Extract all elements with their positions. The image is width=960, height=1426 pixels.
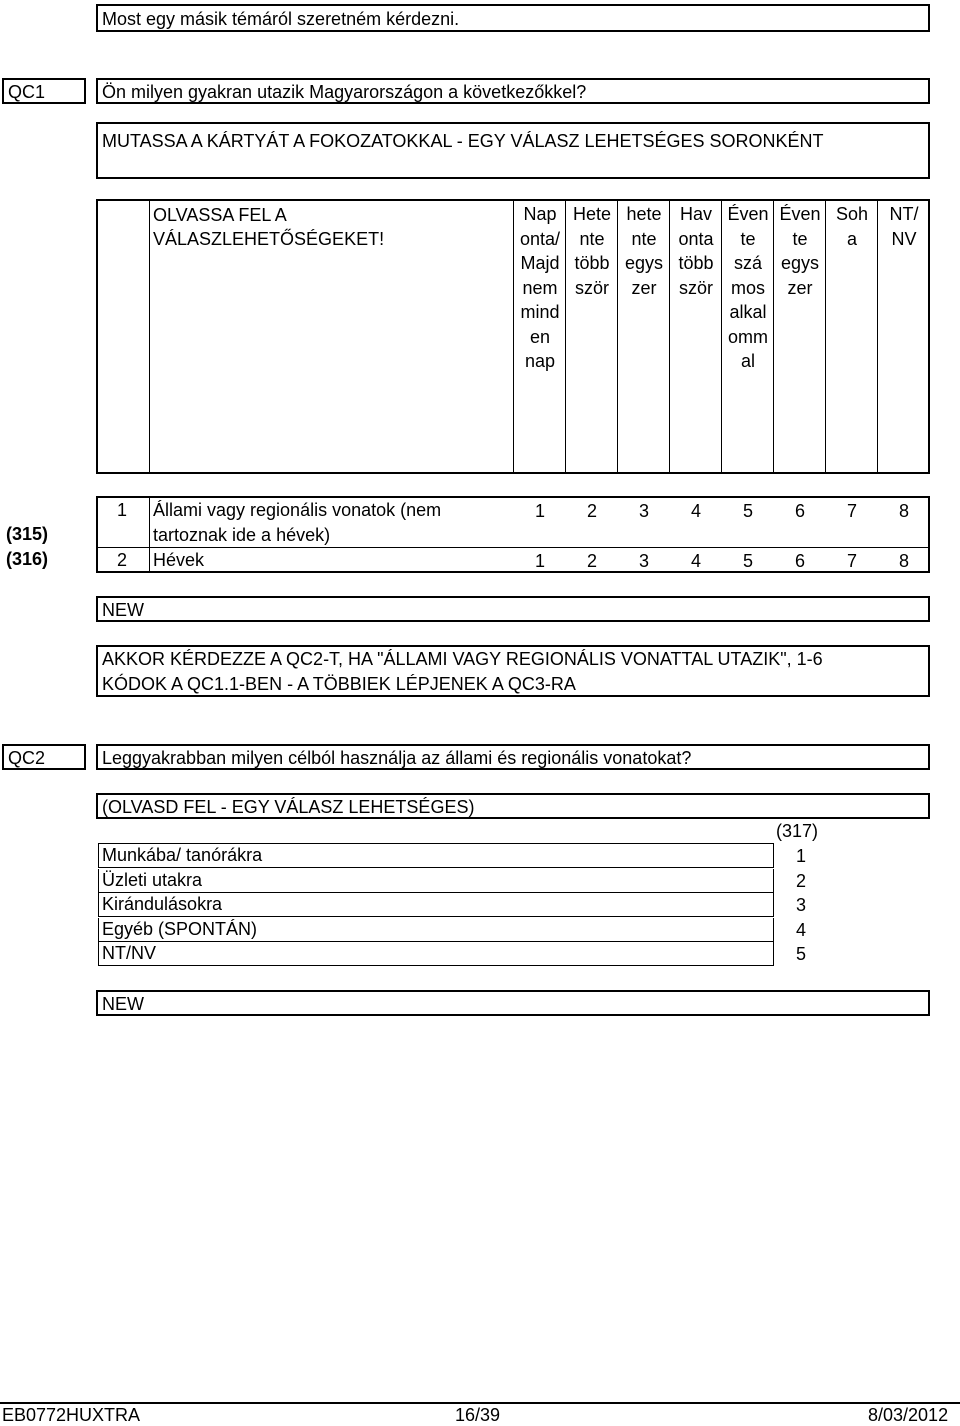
column-header-line: alkal [729, 302, 767, 322]
answer-code[interactable]: 7 [846, 551, 857, 571]
answer-code[interactable]: 5 [742, 551, 753, 571]
column-header-line: Éven [779, 204, 821, 224]
answer-code[interactable]: 2 [586, 501, 597, 521]
option-label: Üzleti utakra [102, 869, 203, 890]
qc2-question: Leggyakrabban milyen célból használja az állami és regionális vonatokat? [102, 748, 692, 768]
column-header-8 [878, 202, 930, 251]
column-header-line: onta [678, 228, 714, 249]
column-header-line: hete [626, 204, 662, 224]
column-header-line: Soh [835, 204, 869, 224]
read-out-instruction-line2: VÁLASZLEHETŐSÉGEKET! [153, 229, 385, 249]
new-label: NEW [102, 600, 144, 620]
answer-code[interactable]: 2 [586, 551, 597, 571]
column-header-line: ször [678, 277, 713, 298]
qc2-code: QC2 [8, 748, 46, 768]
footer-doc-id: EB0772HUXTRA [2, 1405, 141, 1425]
column-header-line: szá [733, 253, 762, 273]
column-header-line: NT/ [889, 204, 919, 224]
column-header-line: nte [631, 228, 657, 249]
row-1-number: 1 [117, 500, 128, 520]
qc1-question-box [96, 78, 930, 104]
column-header-line: mind [520, 302, 560, 322]
column-header-line: onta/ [519, 228, 561, 249]
option-code[interactable]: 5 [795, 944, 806, 964]
read-out-instruction-line1: OLVASSA FEL A [153, 205, 287, 225]
qc1-question: Ön milyen gyakran utazik Magyarországon a következőkkel? [102, 82, 587, 102]
column-header-1 [514, 202, 566, 374]
answer-code[interactable]: 6 [794, 551, 805, 571]
column-header-line: omm [728, 326, 768, 347]
filter-line2: KÓDOK A QC1.1-BEN - A TÖBBIEK LÉPJENEK A QC3-RA [102, 674, 576, 694]
column-header-2 [566, 202, 618, 300]
answer-code[interactable]: 8 [898, 551, 909, 571]
row-2-number: 2 [117, 550, 128, 570]
column-header-line: egys [624, 253, 664, 273]
option-row[interactable] [98, 893, 774, 917]
answer-code[interactable]: 4 [690, 501, 701, 521]
answer-code[interactable]: 1 [534, 501, 545, 521]
option-label: Munkába/ tanórákra [102, 845, 263, 865]
filter-line1: AKKOR KÉRDEZZE A QC2-T, HA "ÁLLAMI VAGY REGIONÁLIS VONATTAL UTAZIK", 1-6 [102, 649, 823, 669]
answer-code[interactable]: 5 [742, 501, 753, 521]
row-1-label-line1: Állami vagy regionális vonatok (nem [153, 500, 442, 520]
option-label: NT/NV [102, 943, 156, 963]
row-var-315: (315) [6, 524, 49, 544]
answer-code[interactable]: 1 [534, 551, 545, 571]
column-header-line: zer [631, 277, 657, 298]
qc2-code-box [2, 744, 86, 770]
row-divider [149, 496, 150, 573]
column-header-line: zer [787, 277, 813, 298]
column-header-line: Éven [727, 204, 769, 224]
column-header-line: egys [780, 253, 820, 273]
column-header-line: több [678, 253, 714, 273]
answer-code[interactable]: 8 [898, 501, 909, 521]
column-header-line: nem [522, 277, 558, 298]
column-header-line: nap [524, 351, 556, 371]
qc2-instruction-box [96, 793, 930, 819]
column-header-line: te [792, 228, 808, 249]
qc1-code-box [2, 78, 86, 104]
intro-text: Most egy másik témáról szeretném kérdezni. [102, 9, 460, 29]
column-header-4 [670, 202, 722, 300]
row-2-label: Hévek [153, 550, 205, 570]
option-row[interactable] [98, 942, 774, 966]
column-header-line: nte [579, 228, 605, 249]
option-row[interactable] [98, 918, 774, 942]
qc2-question-box [96, 744, 930, 770]
option-row[interactable] [98, 869, 774, 893]
option-label: Egyéb (SPONTÁN) [102, 918, 258, 939]
row-separator [96, 547, 930, 548]
answer-code[interactable]: 3 [638, 551, 649, 571]
column-header-7 [826, 202, 878, 251]
column-header-line: al [740, 351, 755, 371]
column-header-line: több [574, 253, 610, 273]
column-header-line: Nap [523, 204, 557, 224]
option-code[interactable]: 3 [795, 895, 806, 915]
column-header-line: te [740, 228, 756, 249]
column-header-line: Majd [520, 253, 560, 273]
new-label-2: NEW [102, 994, 144, 1014]
qc2-var: (317) [776, 821, 819, 841]
new-box-2 [96, 990, 930, 1016]
column-header-3 [618, 202, 670, 300]
column-header-line: ször [574, 277, 609, 298]
column-header-line: Hav [679, 204, 712, 224]
answer-code[interactable]: 4 [690, 551, 701, 571]
column-header-line: NV [891, 228, 917, 249]
qc1-instruction: MUTASSA A KÁRTYÁT A FOKOZATOKKAL - EGY VÁLASZ LEHETSÉGES SORONKÉNT [102, 131, 824, 151]
row-var-316: (316) [6, 549, 49, 569]
column-header-line: a [846, 228, 857, 249]
footer-date: 8/03/2012 [868, 1405, 949, 1425]
answer-code[interactable]: 6 [794, 501, 805, 521]
answer-code[interactable]: 3 [638, 501, 649, 521]
intro-box [96, 4, 930, 32]
header-divider-left [149, 199, 150, 474]
option-label: Kirándulásokra [102, 894, 223, 914]
column-header-5 [722, 202, 774, 374]
option-code[interactable]: 4 [795, 919, 806, 940]
qc1-instruction-box [96, 122, 930, 179]
column-header-line: Hete [572, 204, 612, 224]
column-header-line: en [529, 326, 551, 347]
qc2-instruction: (OLVASD FEL - EGY VÁLASZ LEHETSÉGES) [102, 797, 475, 817]
option-code[interactable]: 1 [795, 846, 806, 866]
column-header-6 [774, 202, 826, 300]
filter-box [96, 645, 930, 697]
footer-page-number: 16/39 [455, 1405, 501, 1425]
row-1-label-line2: tartoznak ide a hévek) [153, 525, 331, 545]
new-box [96, 596, 930, 622]
option-code[interactable]: 2 [795, 870, 806, 891]
column-header-line: mos [730, 277, 765, 298]
qc1-code: QC1 [8, 82, 46, 102]
option-row[interactable] [98, 844, 774, 868]
answer-code[interactable]: 7 [846, 501, 857, 521]
